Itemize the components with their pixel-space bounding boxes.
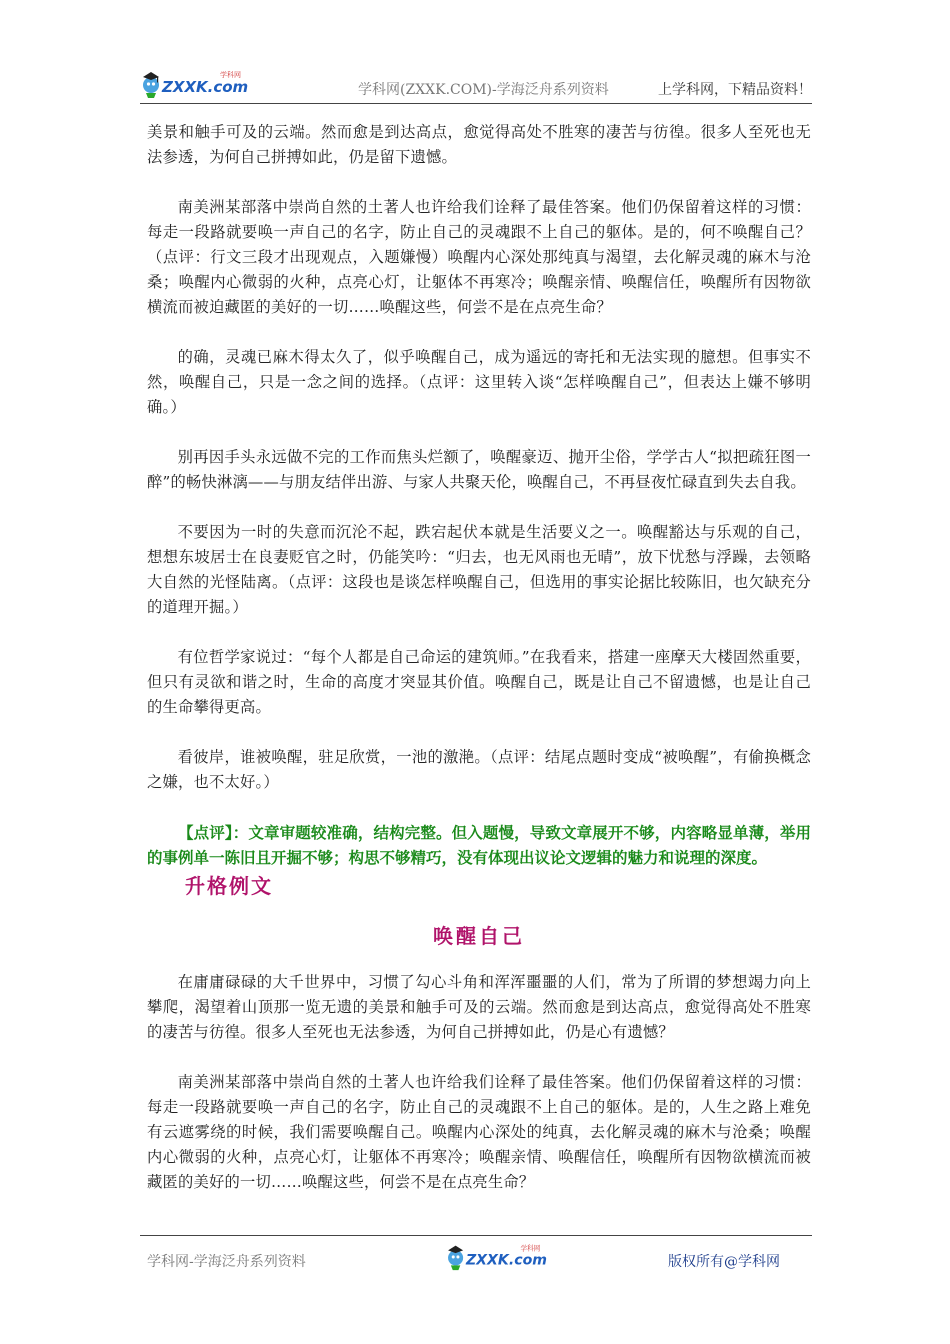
header-site-title: 学科网(ZXXK.COM)-学海泛舟系列资料 — [358, 82, 609, 98]
paragraph: 的确，灵魂已麻木得太久了，似乎唤醒自己，成为遥远的寄托和无法实现的臆想。但事实不然，唤醒自己，只是一念之间的选择。（点评：这里转入谈“怎样唤醒自己”，但表达上嫌不够明确。） — [147, 348, 811, 416]
footer-site-name: 学科网-学海泛舟系列资料 — [147, 1254, 306, 1270]
footer-divider — [140, 1235, 812, 1236]
paragraph: 别再因手头永远做不完的工作而焦头烂额了，唤醒豪迈、抛开尘俗，学学古人“拟把疏狂图一醉”的畅快淋漓——与朋友结伴出游、与家人共聚天伦，唤醒自己，不再昼夜忙碌直到失去自我。 — [147, 448, 811, 491]
review-comment: 【点评】：文章审题较准确，结构完整。但入题慢，导致文章展开不够，内容略显单薄，举用的事例单一陈旧且开掘不够；构思不够精巧，没有体现出议论文逻辑的魅力和说理的深度。 — [147, 823, 811, 867]
paragraph: 不要因为一时的失意而沉沦不起，跌宕起伏本就是生活要义之一。唤醒豁达与乐观的自己，想想东坡居士在良妻贬官之时，仍能笑吟：“归去，也无风雨也无晴”，放下忧愁与浮躁，去领略大自然的光怪陆离。（点评：这段也是谈怎样唤醒自己，但选用的事实论据比较陈旧，也欠缺充分的道理开掘。） — [147, 523, 811, 616]
essay-paragraph: 南美洲某部落中崇尚自然的土著人也许给我们诠释了最佳答案。他们仍保留着这样的习惯：每走一段路就要唤一声自己的名字，防止自己的灵魂跟不上自己的躯体。是的，人生之路上难免有云遮雾绕的时候，我们需要唤醒自己。唤醒内心深处的纯真，去化解灵魂的麻木与沧桑；唤醒内心微弱的火种，点亮心灯，让躯体不再寒冷；唤醒亲情、唤醒信任，唤醒所有因物欲横流而被藏匿的美好的一切……唤醒这些，何尝不是在点亮生命？ — [147, 1073, 811, 1191]
paragraph: 看彼岸，谁被唤醒，驻足欣赏，一池的激滟。（点评：结尾点题时变成“被唤醒”，有偷换概念之嫌，也不太好。） — [147, 748, 811, 791]
footer-copyright: 版权所有@学科网 — [668, 1254, 780, 1270]
zxxk-logo — [140, 66, 250, 100]
document-body — [147, 120, 811, 1220]
header-slogan: 上学科网，下精品资料！ — [658, 82, 812, 98]
mascot-icon — [143, 72, 159, 98]
footer-logo-badge: 学科网 — [520, 1244, 541, 1253]
logo-wordmark: ZXXK.com — [162, 78, 249, 96]
section-title: 升格例文 — [185, 874, 273, 898]
logo-badge: 学科网 — [220, 71, 241, 79]
footer-logo-wordmark: ZXXK.com — [465, 1252, 547, 1269]
header-divider — [140, 103, 812, 104]
mascot-icon — [448, 1246, 463, 1270]
paragraph: 南美洲某部落中崇尚自然的土著人也许给我们诠释了最佳答案。他们仍保留着这样的习惯：每走一段路就要唤一声自己的名字，防止自己的灵魂跟不上自己的躯体。是的，何不唤醒自己？（点评：行文三段才出现观点，入题嫌慢）唤醒内心深处那纯真与渴望，去化解灵魂的麻木与沧桑；唤醒内心微弱的火种，点亮心灯，让躯体不再寒冷；唤醒亲情、唤醒信任，唤醒所有因物欲横流而被迫藏匿的美好的一切……唤醒这些，何尝不是在点亮生命？ — [147, 198, 811, 316]
paragraph: 有位哲学家说过：“每个人都是自己命运的建筑师。”在我看来，搭建一座摩天大楼固然重要，但只有灵欲和谐之时，生命的高度才突显其价值。唤醒自己，既是让自己不留遗憾，也是让自己的生命攀得更高。 — [147, 648, 811, 716]
footer-zxxk-logo — [445, 1240, 549, 1272]
paragraph: 美景和触手可及的云端。然而愈是到达高点，愈觉得高处不胜寒的凄苦与彷徨。很多人至死也无法参透，为何自己拼搏如此，仍是留下遗憾。 — [147, 123, 811, 166]
essay-paragraph: 在庸庸碌碌的大千世界中，习惯了勾心斗角和浑浑噩噩的人们，常为了所谓的梦想竭力向上攀爬，渴望着山顶那一览无遗的美景和触手可及的云端。然而愈是到达高点，愈觉得高处不胜寒的凄苦与彷徨。很多人至死也无法参透，为何自己拼搏如此，仍是心有遗憾？ — [147, 973, 811, 1041]
essay-title: 唤醒自己 — [433, 924, 525, 948]
page-header — [140, 66, 812, 102]
